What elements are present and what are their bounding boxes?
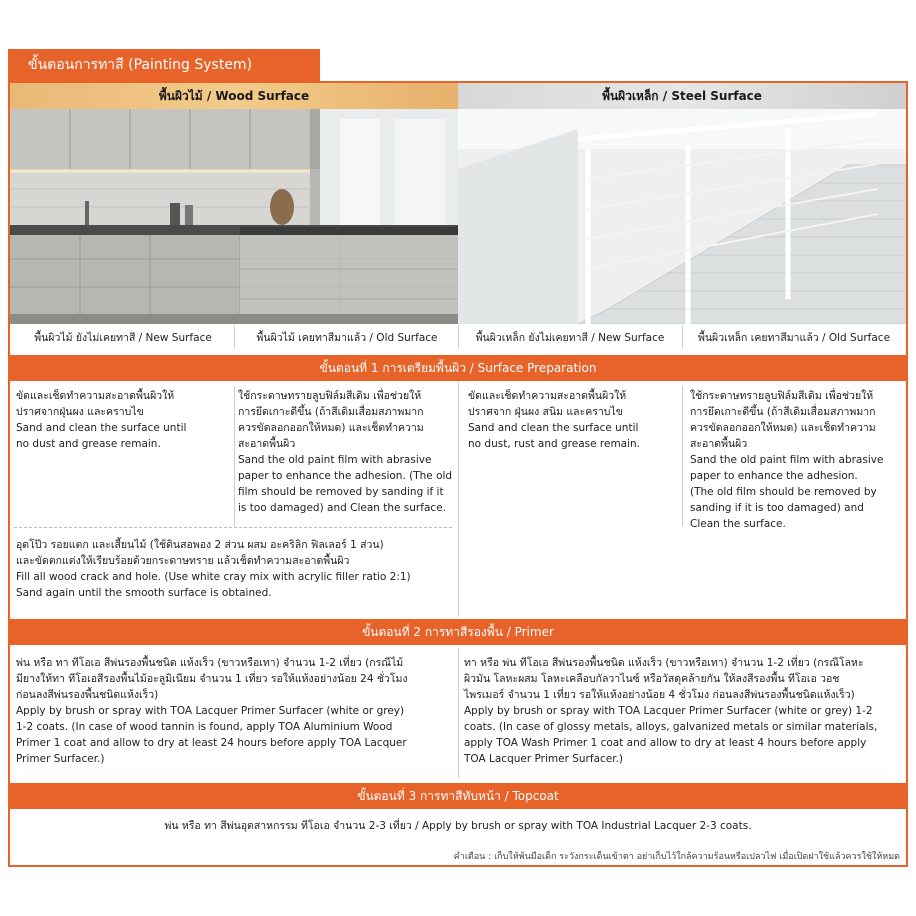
text-line: การยึดเกาะดีขึ้น (ถ้าสีเดิมเสื่อมสภาพมาก [238,406,424,418]
kitchen-wood-photo [10,109,458,324]
text-line: Sand the old paint film with abrasive [690,454,884,466]
step2-title: ขั้นตอนที่ 2 การทาสีรองพื้น / Primer [10,619,906,645]
step2-wood [16,655,454,767]
step1-steel-new [468,388,678,452]
sub-label-steel-old: พื้นผิวเหล็ก เคยทาสีมาแล้ว / Old Surface [697,332,891,344]
sub-label-steel-new: พื้นผิวเหล็ก ยังไม่เคยทาสี / New Surface [475,332,665,344]
step1-steel-old [690,388,904,532]
text-line: Fill all wood crack and hole. (Use white cray mix with acrylic filler ratio 2:1) [16,571,411,583]
text-line: ก่อนลงสีพ่นรองพื้นชนิดแห้งเร็ว) [16,689,159,701]
text-line: paper to enhance the adhesion. [690,470,858,482]
text-line: 1-2 coats. (In case of wood tannin is found, apply TOA Aluminium Wood [16,721,393,733]
text-line: ผิวมัน โลหะผสม โลหะเคลือบกัลวาไนซ์ หรือวัสดุคล้ายกัน ให้ลงสีรองพื้น ทีโอเอ วอช [464,673,840,685]
text-line: no dust, rust and grease remain. [468,438,641,450]
text-line: ปราศจาก ฝุ่นผง สนิม และคราบไข [468,406,623,418]
text-line: สะอาดพื้นผิว [690,438,748,450]
steel-surface-header: พื้นผิวเหล็ก / Steel Surface [458,83,906,109]
sub-label-wood-old: พื้นผิวไม้ เคยทาสีมาแล้ว / Old Surface [256,332,438,344]
text-line: พ่น หรือ ทา ทีโอเอ สีพ่นรองพื้นชนิด แห้งเร็ว (ขาวหรือเทา) จำนวน 1-2 เที่ยว (กรณีไม้ [16,657,404,669]
page-title: ขั้นตอนการทาสี (Painting System) [8,49,320,81]
text-line: Apply by brush or spray with TOA Lacquer Primer Surfacer (white or grey) 1-2 [464,705,873,717]
text-line: Clean the surface. [690,518,786,530]
text-line: ใช้กระดาษทรายลูบฟิล์มสีเดิม เพื่อช่วยให้ [238,390,422,402]
step3-text: พ่น หรือ ทา สีพ่นอุตสาหกรรม ทีโอเอ จำนวน 2-3 เที่ยว / Apply by brush or spray with TOA Industrial Lacquer 2-3 coats. [164,820,752,832]
wood-surface-header: พื้นผิวไม้ / Wood Surface [10,83,458,109]
column-divider [458,381,459,617]
divider [234,325,235,349]
step1-wood-new [16,388,230,452]
text-line: Sand the old paint film with abrasive [238,454,432,466]
text-line: การยึดเกาะดีขึ้น (ถ้าสีเดิมเสื่อมสภาพมาก [690,406,876,418]
text-line: สะอาดพื้นผิว [238,438,296,450]
text-line: apply TOA Wash Primer 1 coat and allow to dry at least 4 hours before apply [464,737,867,749]
step1-wood-common [16,537,454,601]
text-line: Sand again until the smooth surface is obtained. [16,587,272,599]
text-line: sanding if it is too damaged) and [690,502,864,514]
text-line: TOA Lacquer Primer Surfacer.) [464,753,624,765]
warning-text: คำเตือน : เก็บให้พ้นมือเด็ก ระวังกระเด็นเข้าตา อย่าเก็บไว้ใกล้ความร้อนหรือเปลวไฟ เมื่อเปิดฝาใช้แล้วควรใช้ให้หมด [453,852,900,862]
text-line: paper to enhance the adhesion. (The old [238,470,453,482]
text-line: no dust and grease remain. [16,438,161,450]
text-line: มียางให้ทา ทีโอเอสีรองพื้นไม้อะลูมิเนียม จำนวน 1 เที่ยว รอให้แห้งอย่างน้อย 24 ชั่วโมง [16,673,408,685]
text-line: film should be removed by sanding if it [238,486,444,498]
column-divider [458,648,459,778]
text-line: (The old film should be removed by [690,486,877,498]
step1-wood-old [238,388,456,516]
text-line: Sand and clean the surface until [16,422,187,434]
text-line: ขัดและเช็ดทำความสะอาดพื้นผิวให้ [468,390,627,402]
text-line: coats. (In case of glossy metals, alloys, galvanized metals or similar materials, [464,721,878,733]
sub-label-wood-new: พื้นผิวไม้ ยังไม่เคยทาสี / New Surface [34,332,212,344]
step1-title: ขั้นตอนที่ 1 การเตรียมพื้นผิว / Surface Preparation [10,355,906,381]
text-line: ไพรเมอร์ จำนวน 1 เที่ยว รอให้แห้งอย่างน้อย 4 ชั่วโมง ก่อนลงสีพ่นรองพื้นชนิดแห้งเร็ว) [464,689,855,701]
text-line: ใช้กระดาษทรายลูบฟิล์มสีเดิม เพื่อช่วยให้ [690,390,874,402]
text-line: ขัดและเช็ดทำความสะอาดพื้นผิวให้ [16,390,175,402]
text-line: ควรขัดลอกออกให้หมด) และเช็ดทำความ [690,422,876,434]
text-line: ปราศจากฝุ่นผง และคราบไข [16,406,144,418]
text-line: อุดโป๊ว รอยแตก และเสี้ยนไม้ (ใช้ดินสอพอง 2 ส่วน ผสม อะคริลิก ฟิลเลอร์ 1 ส่วน) [16,539,384,551]
text-line: Apply by brush or spray with TOA Lacquer Primer Surfacer (white or grey) [16,705,405,717]
text-line: ควรขัดลอกออกให้หมด) และเช็ดทำความ [238,422,424,434]
step2-steel [464,655,904,767]
text-line: Sand and clean the surface until [468,422,639,434]
step3-title: ขั้นตอนที่ 3 การทาสีทับหน้า / Topcoat [10,783,906,809]
text-line: ทา หรือ พ่น ทีโอเอ สีพ่นรองพื้นชนิด แห้งเร็ว (ขาวหรือเทา) จำนวน 1-2 เที่ยว (กรณีโลหะ [464,657,864,669]
text-line: Primer Surfacer.) [16,753,105,765]
column-divider [682,386,683,526]
text-line: is too damaged) and Clean the surface. [238,502,446,514]
staircase-steel-photo [458,109,906,324]
dashed-divider [14,527,452,528]
text-line: Primer 1 coat and allow to dry at least 24 hours before apply TOA Lacquer [16,737,407,749]
column-divider [234,386,235,526]
text-line: และขัดตกแต่งให้เรียบร้อยด้วยกระดาษทราย แล้วเช็ดทำความสะอาดพื้นผิว [16,555,350,567]
